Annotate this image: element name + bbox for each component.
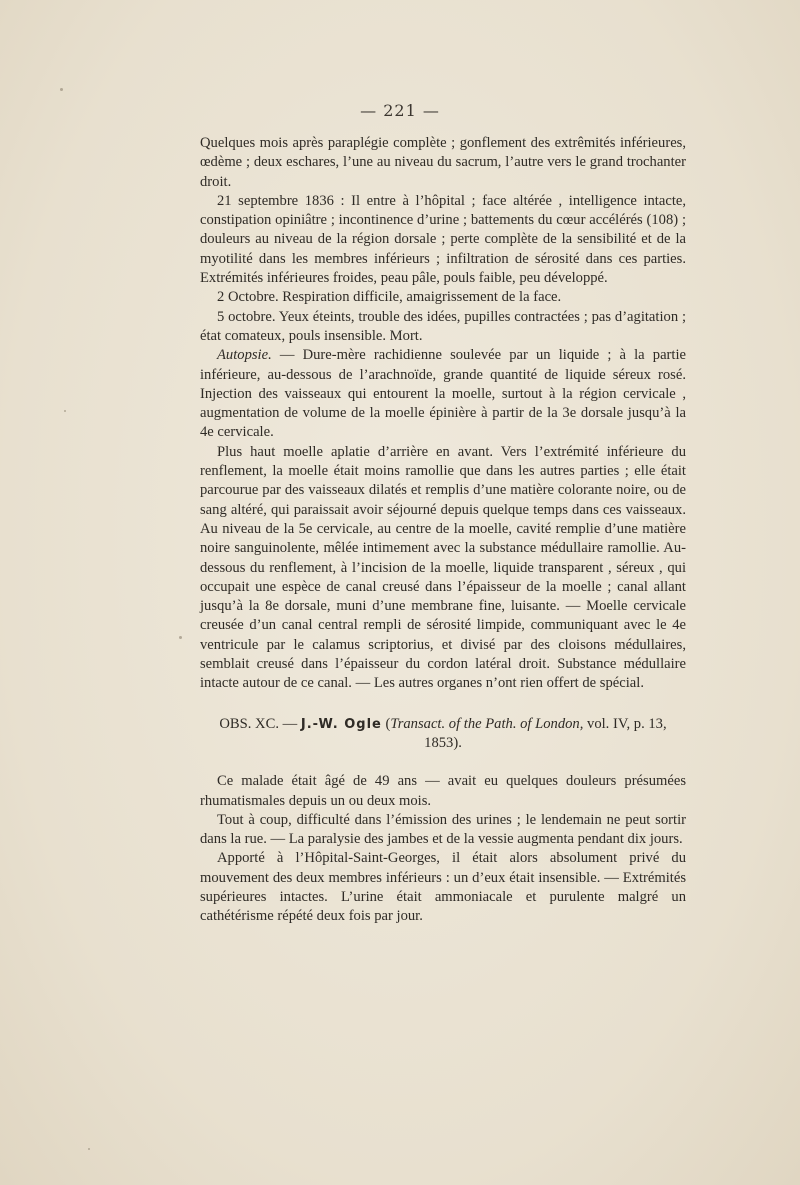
paper-speck — [60, 88, 63, 91]
paragraph: Ce malade était âgé de 49 ans — avait eu quelques douleurs présumées rhumatismales depuis un ou deux mois. — [200, 773, 686, 809]
page-number: — 221 — — [360, 101, 440, 120]
observation-source: Transact. of the Path. of London, — [390, 715, 584, 732]
autopsie-label: Autopsie. — [217, 347, 272, 364]
paragraph: 21 septembre 1836 : Il entre à l’hôpital ; face altérée , intelligence intacte, constipation opiniâtre ; incontinence d’urine ; battements du cœur accélérés (108) ; douleurs au niveau de la région dorsale ; perte complète de la sensibilité et de la myotilité dans les membres inférieurs ; infiltration de sérosité dans ces parties. Extrémités inférieures froides, peau pâle, pouls faible, peu développé. — [200, 192, 686, 287]
observation-heading — [200, 715, 686, 754]
paper-speck — [179, 636, 182, 639]
paragraph: Tout à coup, difficulté dans l’émission des urines ; le lendemain ne peut sortir dans la rue. — La paralysie des jambes et de la vessie augmenta pendant dix jours. — [200, 811, 686, 848]
observation-source-rest: vol. IV, p. 13, 1853). — [424, 715, 667, 751]
paragraph: 2 Octobre. Respiration difficile, amaigrissement de la face. — [217, 289, 562, 306]
autopsie-text: — Dure-mère rachidienne soulevée par un liquide ; à la partie inférieure, au-dessous de l’arachnoïde, grande quantité de liquide séreux rosé. Injection des vaisseaux qui entourent la moelle, surtout à la région cervicale , augmentation de volume de la moelle épinière à partir de la 3e dorsale jusqu’à la 4e cervicale. — [200, 347, 686, 441]
paragraph: Plus haut moelle aplatie d’arrière en avant. Vers l’extrémité inférieure du renflement, la moelle était moins ramollie que dans les autres parties ; elle était parcourue par des vaisseaux dilatés et remplis d’une matière colorante noire, ou de sang altéré, qui paraissait avoir séjourné depuis quelque temps dans ces vaisseaux. Au niveau de la 5e cervicale, au centre de la moelle, cavité remplie d’une matière noire sanguinolente, mêlée intimement avec la substance médullaire ramollie. Au-dessous du renflement, à l’incision de la moelle, liquide transparent , séreux , qui occupait une espèce de canal creusé dans l’épaisseur de la moelle ; canal allant jusqu’à la 8e dorsale, muni d’une membrane fine, luisante. — Moelle cervicale creusée d’un canal central rempli de sérosité limpide, communiquant avec le 4e ventricule par le calamus scriptorius, et divisé par des cloisons médullaires, semblait creusé dans l’épaisseur du cordon latéral droit. Substance médullaire intacte autour de ce canal. — Les autres organes n’ont rien offert de spécial. — [200, 443, 686, 692]
body-text — [200, 134, 686, 927]
paper-speck — [88, 1148, 90, 1150]
observation-label: OBS. XC. — — [219, 715, 298, 732]
paragraph: Quelques mois après paraplégie complète ; gonflement des extrêmités inférieures, œdème ; deux eschares, l’une au niveau du sacrum, l’autre vers le grand trochanter droit. — [200, 135, 686, 190]
observation-author: J.-W. Ogle — [300, 716, 382, 732]
autopsie-paragraph — [200, 346, 686, 442]
paragraph: Apporté à l’Hôpital-Saint-Georges, il était alors absolument privé du mouvement des deux membres inférieurs : un d’eux était insensible. — Extrémités supérieures intactes. L’urine était ammoniacale et purulente malgré un cathétérisme répété deux fois par jour. — [200, 850, 686, 925]
paragraph: 5 octobre. Yeux éteints, trouble des idées, pupilles contractées ; pas d’agitation ; état comateux, pouls insensible. Mort. — [200, 308, 686, 344]
observation-source-open: ( — [385, 715, 391, 732]
paper-speck — [64, 410, 66, 412]
